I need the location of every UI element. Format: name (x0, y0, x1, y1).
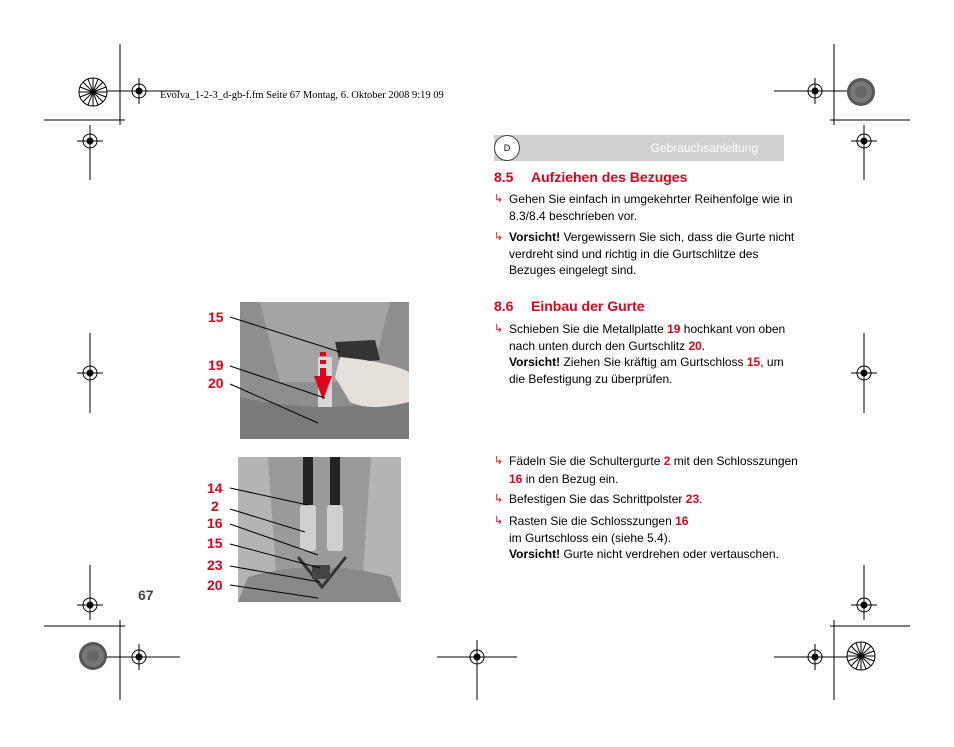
section-8-5-heading (494, 169, 687, 185)
bullet-arrow-icon: ↳ (494, 515, 504, 527)
callout-16: 16 (207, 515, 223, 531)
paragraph-8-6-1: ↳ Schieben Sie die Metallplatte 19 hochkant von oben nach unten durch den Gurtschlitz 20. Vorsicht! Ziehen Sie kräftig am Gurtschloss 15, um die Befestigung zu überprüfen. (494, 322, 786, 386)
bullet-arrow-icon: ↳ (494, 231, 504, 243)
callout-14: 14 (207, 480, 223, 496)
section-title: Einbau der Gurte (531, 298, 645, 314)
section-number: 8.6 (494, 298, 514, 314)
callout-15b: 15 (207, 535, 223, 551)
language-badge: D (494, 135, 520, 161)
callout-19: 19 (208, 357, 224, 373)
banner-title: Gebrauchsanleitung (650, 141, 758, 155)
paragraph-8-6-3: ↳ Befestigen Sie das Schrittpolster 23. (494, 492, 703, 506)
bullet-arrow-icon: ↳ (494, 193, 504, 205)
bullet-arrow-icon: ↳ (494, 455, 504, 467)
callout-20b: 20 (207, 577, 223, 593)
paragraph-8-6-4: ↳ Rasten Sie die Schlosszungen 16 im Gurtschloss ein (siehe 5.4). Vorsicht! Gurte nicht verdrehen oder vertauschen. (494, 514, 779, 561)
callout-23: 23 (207, 557, 223, 573)
section-banner (494, 135, 784, 161)
section-number: 8.5 (494, 169, 514, 185)
paragraph-8-5-1: ↳ Gehen Sie einfach in umgekehrter Reihenfolge wie in 8.3/8.4 beschrieben vor. (494, 192, 793, 223)
bullet-arrow-icon: ↳ (494, 323, 504, 335)
callout-leaders (200, 300, 420, 610)
page-number: 67 (138, 587, 154, 603)
paragraph-8-5-2: ↳ Vorsicht! Vergewissern Sie sich, dass die Gurte nicht verdreht sind und richtig in die Gurtschlitze des Bezuges eingelegt sind. (494, 230, 795, 277)
paragraph-8-6-2: ↳ Fädeln Sie die Schultergurte 2 mit den Schlosszungen 16 in den Bezug ein. (494, 454, 798, 486)
file-info-header: Evolva_1-2-3_d-gb-f.fm Seite 67 Montag, 6. Oktober 2008 9:19 09 (160, 90, 444, 101)
bullet-arrow-icon: ↳ (494, 493, 504, 505)
section-title: Aufziehen des Bezuges (531, 169, 688, 185)
callout-15: 15 (208, 309, 224, 325)
section-8-6-heading (494, 298, 645, 314)
callout-20: 20 (208, 375, 224, 391)
callout-2: 2 (211, 498, 219, 514)
